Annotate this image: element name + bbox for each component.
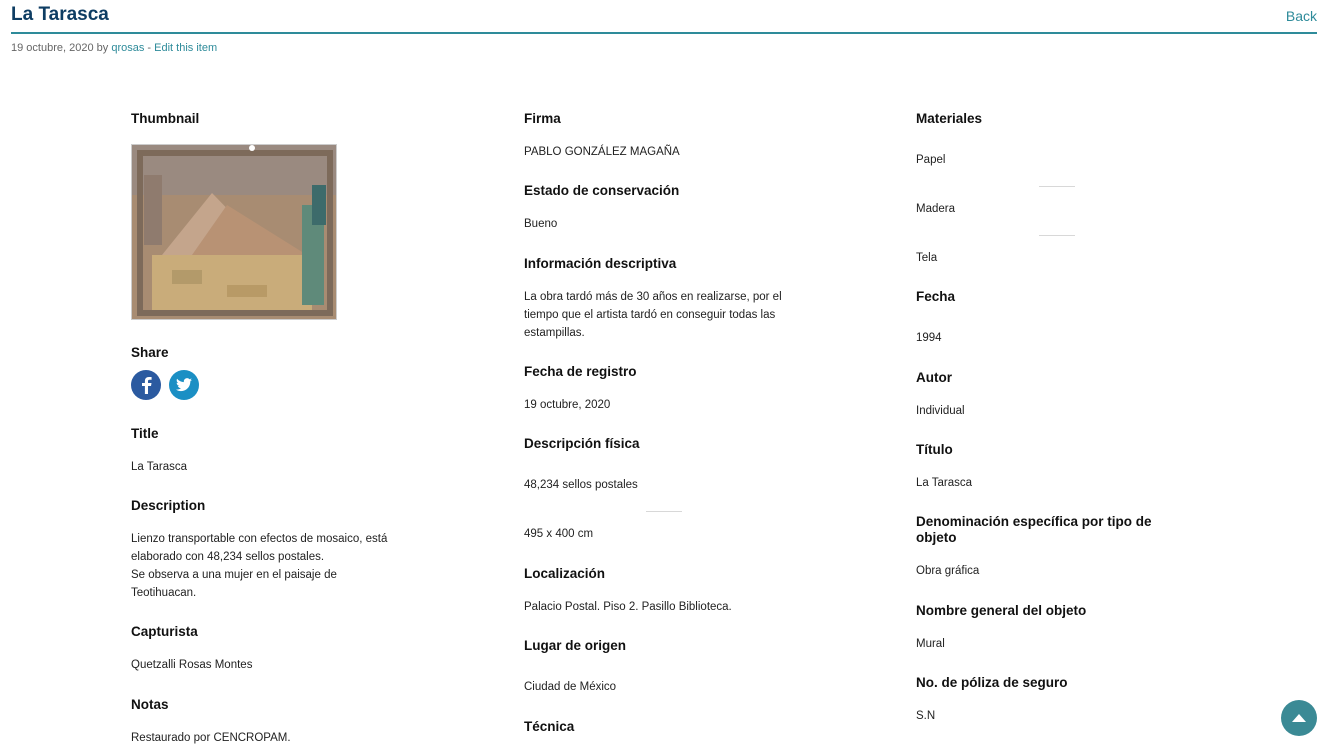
denominacion-label-line: Denominación específica por tipo de — [916, 514, 1152, 529]
facebook-share-button[interactable] — [131, 370, 161, 400]
facebook-icon — [139, 376, 153, 394]
info-line: La obra tardó más de 30 años en realizarse, por el — [524, 291, 782, 303]
estado-label: Estado de conservación — [524, 183, 680, 198]
value-divider — [1039, 235, 1075, 236]
share-buttons — [131, 370, 199, 400]
informacion-descriptiva-label: Información descriptiva — [524, 256, 677, 271]
tecnica-label: Técnica — [524, 719, 575, 734]
localizacion-value: Palacio Postal. Piso 2. Pasillo Biblioteca. — [524, 601, 732, 613]
item-meta — [11, 42, 217, 54]
fecha-value: 1994 — [916, 332, 942, 344]
nombre-general-value: Mural — [916, 638, 945, 650]
title-label: Title — [131, 426, 159, 441]
author-link[interactable]: qrosas — [111, 42, 145, 54]
descripcion-fisica-value: 495 x 400 cm — [524, 528, 594, 540]
edit-item-link[interactable]: Edit this item — [154, 42, 218, 54]
nombre-general-label: Nombre general del objeto — [916, 603, 1087, 618]
poliza-label: No. de póliza de seguro — [916, 675, 1068, 690]
materiales-label: Materiales — [916, 111, 983, 126]
titulo-label: Título — [916, 442, 953, 457]
description-label: Description — [131, 498, 206, 513]
materiales-value: Papel — [916, 154, 946, 166]
back-link[interactable]: Back — [1285, 8, 1317, 24]
materiales-value: Madera — [916, 203, 955, 215]
info-line: tiempo que el artista tardó en conseguir todas las — [524, 309, 776, 321]
page-header — [11, 0, 1317, 34]
lugar-origen-value: Ciudad de México — [524, 681, 617, 693]
value-divider — [1039, 186, 1075, 187]
artwork-image — [132, 145, 337, 320]
info-line: estampillas. — [524, 327, 585, 339]
scroll-to-top-button[interactable] — [1281, 700, 1317, 736]
twitter-icon — [176, 378, 192, 392]
titulo-value: La Tarasca — [916, 477, 973, 489]
meta-date: 19 octubre, 2020 — [11, 42, 94, 54]
localizacion-label: Localización — [524, 566, 606, 581]
denominacion-value: Obra gráfica — [916, 565, 980, 577]
capturista-label: Capturista — [131, 624, 198, 639]
poliza-value: S.N — [916, 710, 936, 722]
meta-by: by — [96, 42, 109, 54]
firma-label: Firma — [524, 111, 561, 126]
fecha-label: Fecha — [916, 289, 956, 304]
descripcion-fisica-value: 48,234 sellos postales — [524, 479, 638, 491]
lugar-origen-label: Lugar de origen — [524, 638, 627, 653]
description-line: elaborado con 48,234 sellos postales. — [131, 551, 325, 563]
chevron-up-icon — [1291, 713, 1307, 723]
fecha-registro-label: Fecha de registro — [524, 364, 637, 379]
estado-value: Bueno — [524, 218, 558, 230]
description-line: Se observa a una mujer en el paisaje de — [131, 569, 337, 581]
twitter-share-button[interactable] — [169, 370, 199, 400]
meta-dash: - — [147, 42, 152, 54]
denominacion-label-line: objeto — [916, 530, 957, 545]
denominacion-label — [916, 514, 1152, 546]
informacion-descriptiva-value — [524, 288, 782, 342]
description-value — [131, 530, 387, 602]
capturista-value: Quetzalli Rosas Montes — [131, 659, 253, 671]
description-line: Teotihuacan. — [131, 587, 197, 599]
fecha-registro-value: 19 octubre, 2020 — [524, 399, 611, 411]
materiales-value: Tela — [916, 252, 938, 264]
artwork-thumbnail[interactable] — [131, 144, 337, 320]
autor-value: Individual — [916, 405, 965, 417]
notas-label: Notas — [131, 697, 169, 712]
firma-value: PABLO GONZÁLEZ MAGAÑA — [524, 146, 680, 158]
notas-value: Restaurado por CENCROPAM. — [131, 732, 291, 744]
thumbnail-label: Thumbnail — [131, 111, 200, 126]
page-title: La Tarasca — [11, 4, 109, 25]
share-label: Share — [131, 345, 169, 360]
description-line: Lienzo transportable con efectos de mosaico, está — [131, 533, 388, 545]
autor-label: Autor — [916, 370, 952, 385]
title-value: La Tarasca — [131, 461, 188, 473]
value-divider — [646, 511, 682, 512]
descripcion-fisica-label: Descripción física — [524, 436, 640, 451]
